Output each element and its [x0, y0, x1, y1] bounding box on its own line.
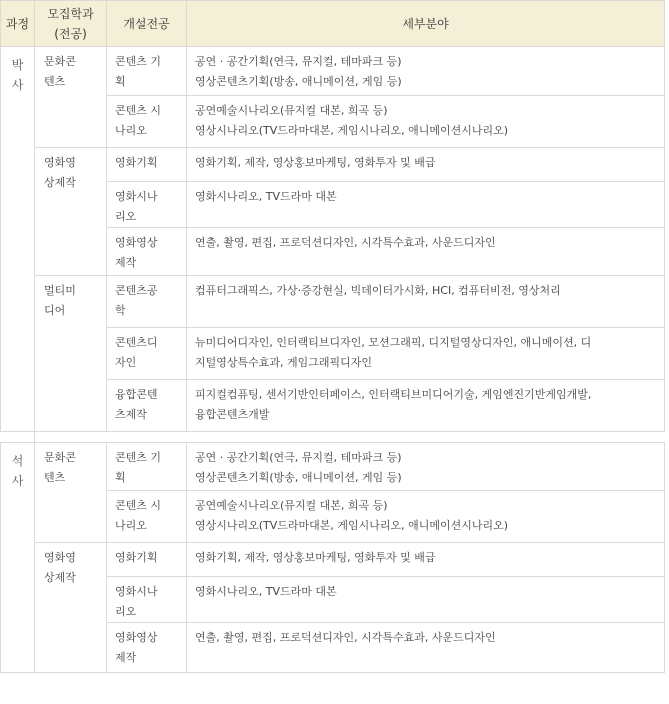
major-cell: 콘텐츠 기 획	[107, 443, 187, 491]
detail-cell: 연출, 촬영, 편집, 프로덕션디자인, 시각특수효과, 사운드디자인	[187, 623, 665, 673]
detail-cell: 공연예술시나리오(뮤지컬 대본, 희곡 등) 영상시나리오(TV드라마대본, 게임시나리오, 애니메이션시나리오)	[187, 491, 665, 543]
detail-cell: 영화기획, 제작, 영상홍보마케팅, 영화투자 및 배급	[187, 148, 665, 182]
detail-cell: 공연 · 공간기획(연극, 뮤지컬, 테마파크 등) 영상콘텐츠기획(방송, 애니메이션, 게임 등)	[187, 443, 665, 491]
major-cell: 영화기획	[107, 543, 187, 577]
major-cell: 영화시나 리오	[107, 577, 187, 623]
detail-cell: 영화기획, 제작, 영상홍보마케팅, 영화투자 및 배급	[187, 543, 665, 577]
table-row	[1, 543, 665, 577]
detail-cell: 영화시나리오, TV드라마 대본	[187, 182, 665, 228]
major-cell: 콘텐츠 시 나리오	[107, 96, 187, 148]
table-row	[1, 276, 665, 328]
doctor-degree-cell: 박 사	[1, 47, 35, 432]
detail-cell: 공연예술시나리오(뮤지컬 대본, 희곡 등) 영상시나리오(TV드라마대본, 게임시나리오, 애니메이션시나리오)	[187, 96, 665, 148]
major-cell: 영화영상 제작	[107, 623, 187, 673]
detail-cell: 피지컬컴퓨팅, 센서기반인터페이스, 인터랙티브미디어기술, 게임엔진기반게임개발, 융합콘텐츠개발	[187, 380, 665, 432]
major-cell: 콘텐츠디 자인	[107, 328, 187, 380]
header-detail: 세부분야	[187, 1, 665, 47]
detail-cell: 영화시나리오, TV드라마 대본	[187, 577, 665, 623]
dept-cell: 문화콘 텐츠	[35, 47, 107, 148]
header-degree: 과정	[1, 1, 35, 47]
dept-cell: 문화콘 텐츠	[35, 443, 107, 543]
detail-cell: 공연 · 공간기획(연극, 뮤지컬, 테마파크 등) 영상콘텐츠기획(방송, 애니메이션, 게임 등)	[187, 47, 665, 96]
header-dept: 모집학과 (전공)	[35, 1, 107, 47]
major-cell: 영화기획	[107, 148, 187, 182]
table-row	[1, 443, 665, 491]
table-row	[1, 47, 665, 96]
major-cell: 영화시나 리오	[107, 182, 187, 228]
dept-cell: 영화영 상제작	[35, 543, 107, 673]
major-cell: 콘텐츠 시 나리오	[107, 491, 187, 543]
header-row	[1, 1, 665, 47]
major-cell: 영화영상 제작	[107, 228, 187, 276]
dept-cell: 멀티미 디어	[35, 276, 107, 432]
table-row	[1, 148, 665, 182]
major-cell: 콘텐츠공 학	[107, 276, 187, 328]
detail-cell: 컴퓨터그래픽스, 가상·증강현실, 빅데이터가시화, HCI, 컴퓨터비전, 영상처리	[187, 276, 665, 328]
dept-cell: 영화영 상제작	[35, 148, 107, 276]
major-cell: 융합콘텐 츠제작	[107, 380, 187, 432]
header-major: 개설전공	[107, 1, 187, 47]
major-cell: 콘텐츠 기 획	[107, 47, 187, 96]
detail-cell: 뉴미디어디자인, 인터랙티브디자인, 모션그래픽, 디지털영상디자인, 애니메이션, 디 지털영상특수효과, 게임그래픽디자인	[187, 328, 665, 380]
master-degree-cell: 석 사	[1, 443, 35, 673]
detail-cell: 연출, 촬영, 편집, 프로덕션디자인, 시각특수효과, 사운드디자인	[187, 228, 665, 276]
section-divider	[1, 432, 665, 443]
